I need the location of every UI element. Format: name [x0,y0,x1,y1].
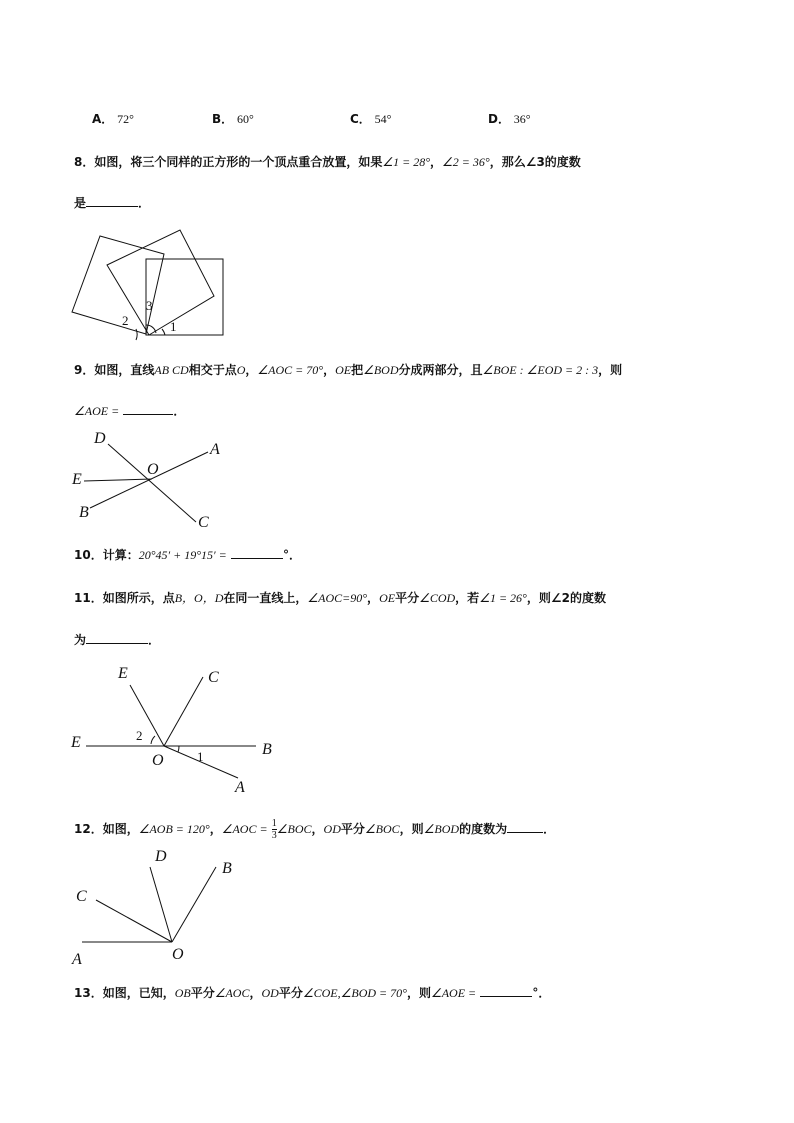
question-8-answer-line: 是 ． [74,196,151,210]
angle-bisector-figure [68,660,283,800]
line-DC [108,444,196,522]
question-13-stem: 13．如图，已知，OB平分∠AOC，OD平分∠COE,∠BOD = 70°，则∠AOE = °． [74,986,551,1000]
point-B-label: B [222,860,232,877]
question-9-stem: 9．如图，直线AB CD相交于点O，∠AOC = 70°，OE把∠BOD分成两部分，且∠BOE : ∠EOD = 2 : 3，则 [74,363,623,377]
ray-OE [84,479,152,481]
answer-blank[interactable] [123,403,173,415]
angle-1-label: 1 [197,749,204,764]
ray-OC [96,900,172,942]
point-A-label: A [72,951,82,968]
point-O-label: O [147,461,159,478]
rays-from-o-figure [68,845,248,970]
angle-3-label: 3 [146,298,153,313]
ray-OB [172,867,216,942]
question-11-stem: 11．如图所示，点B，O，D在同一直线上，∠AOC=90°，OE平分∠COD，若∠1 = 26°，则∠2的度数 [74,591,606,605]
point-E-label: E [72,471,82,488]
square-left [72,236,164,334]
intersecting-lines-figure [68,428,228,533]
angle-1-label: 1 [170,319,177,334]
point-O-label: O [152,752,164,769]
three-squares-figure [66,226,231,341]
answer-blank[interactable] [86,632,148,644]
point-B-label: B [79,504,89,521]
question-12-stem: 12．如图，∠AOB = 120°，∠AOC = $\frac{1}{3}$ ∠BOC，OD平分∠BOC，则∠BOD的度数为 ． [74,818,556,841]
point-B-label: B [262,741,272,758]
option-d: D． 36° [488,112,531,126]
point-O-label: O [172,946,184,963]
point-E-top-label: E [118,665,128,682]
answer-blank[interactable] [480,985,532,997]
answer-blank[interactable] [231,547,283,559]
point-C-label: C [208,669,219,686]
angle-2-label: 2 [136,728,143,743]
question-9-answer-line: ∠AOE = ． [74,404,186,418]
angle-1-arc [162,329,165,335]
point-C-label: C [76,888,87,905]
angle-2-arc [136,329,137,340]
question-10-stem: 10．计算：20°45′ + 19°15′ = °． [74,548,301,562]
fraction: $\frac{1}{3}$ [271,818,277,841]
point-E-left-label: E [71,734,81,751]
option-b: B． 60° [212,112,254,126]
point-D-label: D [94,430,106,447]
point-A-label: A [210,441,220,458]
ray-OC [164,677,203,746]
answer-blank[interactable] [86,195,138,207]
angle-2-label: 2 [122,313,129,328]
point-C-label: C [198,514,209,531]
angle-1-arc [178,746,179,752]
angle-2-arc [151,736,155,744]
option-c: C． 54° [350,112,392,126]
ray-OD [150,867,172,942]
question-11-answer-line: 为 ． [74,633,161,647]
question-8-stem: 8．如图，将三个同样的正方形的一个顶点重合放置，如果∠1 = 28°，∠2 = 36°，那么∠3的度数 [74,155,581,169]
point-D-label: D [155,848,167,865]
answer-blank[interactable] [507,821,543,833]
point-A-label: A [235,779,245,796]
option-a: A． 72° [92,112,134,126]
